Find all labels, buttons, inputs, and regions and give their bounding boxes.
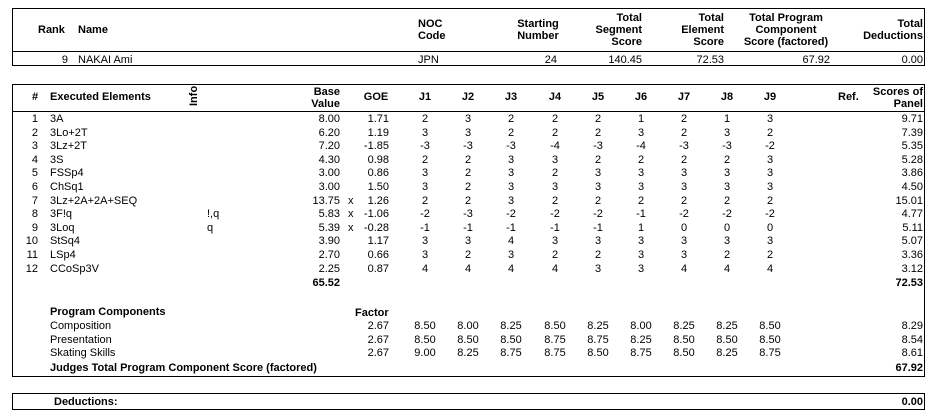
tes-header-3: Score: [693, 36, 724, 48]
element-number: 3: [31, 140, 38, 153]
component-name: Presentation: [50, 333, 112, 346]
element-base: 2.70: [318, 249, 340, 261]
element-panel-score: 15.01: [895, 194, 923, 207]
element-goe: 1.17: [367, 235, 389, 248]
element-judge-score: 2: [507, 113, 515, 125]
element-judge-score: 2: [637, 194, 645, 207]
element-judge-score: 3: [594, 181, 602, 193]
element-number: 4: [31, 153, 38, 166]
deductions-value: 0.00: [901, 396, 923, 408]
component-factor: 2.67: [367, 333, 389, 346]
element-name: FSSp4: [50, 167, 84, 180]
noc-header-1: NOC: [418, 18, 443, 30]
element-judge-score: 0: [723, 221, 731, 234]
element-bonus-mark: x: [348, 208, 354, 221]
element-panel-score: 5.28: [901, 153, 923, 166]
element-judge-score: 3: [766, 235, 774, 248]
element-judge-score: 3: [464, 235, 472, 248]
element-name: 3Lo+2T: [50, 126, 88, 139]
element-goe: -1.85: [363, 140, 389, 153]
element-judge-score: 2: [680, 126, 688, 139]
element-judge-score: 2: [507, 126, 515, 139]
element-judge-score: 3: [637, 249, 645, 261]
element-judge-score: 3: [507, 167, 515, 180]
component-judge-score: 9.00: [414, 347, 436, 359]
element-judge-score: 2: [464, 153, 472, 166]
element-judge-score: 3: [680, 167, 688, 180]
element-bonus-mark: x: [348, 221, 354, 234]
element-judge-score: -1: [506, 221, 516, 234]
component-judge-score: 8.75: [759, 347, 781, 359]
element-judge-score: 1: [723, 113, 731, 125]
element-goe: 1.19: [367, 126, 389, 139]
element-number: 12: [25, 262, 38, 275]
element-judge-score: 3: [421, 181, 429, 193]
name-header: Name: [78, 24, 108, 36]
element-panel-score: 9.71: [901, 113, 923, 125]
element-name: 3F!q: [50, 208, 73, 221]
component-judge-score: 8.25: [716, 320, 738, 332]
element-goe: 0.86: [367, 167, 389, 180]
element-base: 5.83: [318, 208, 340, 221]
element-number: 5: [31, 167, 38, 180]
element-judge-score: 3: [594, 167, 602, 180]
judge-header: J4: [548, 91, 562, 103]
element-judge-score: 3: [766, 113, 774, 125]
element-judge-score: -4: [550, 140, 560, 153]
element-judge-score: 2: [594, 249, 602, 261]
ref-header: Ref.: [838, 91, 859, 103]
element-judge-score: -3: [722, 140, 732, 153]
element-judge-score: 3: [464, 113, 472, 125]
element-judge-score: -3: [593, 140, 603, 153]
element-judge-score: -3: [506, 140, 516, 153]
element-judge-score: 2: [421, 194, 429, 207]
element-goe: 1.50: [367, 181, 389, 193]
summary-divider: [12, 51, 925, 52]
element-judge-score: 4: [766, 262, 774, 275]
element-judge-score: 2: [551, 167, 559, 180]
element-judge-score: 4: [507, 235, 515, 248]
judge-header: J1: [418, 91, 432, 103]
tss-header-3: Score: [611, 36, 642, 48]
component-judge-score: 8.50: [716, 333, 738, 346]
element-judge-score: 2: [680, 194, 688, 207]
element-panel-score: 4.50: [901, 181, 923, 193]
summary-tes: 72.53: [696, 54, 724, 66]
element-judge-score: 1: [637, 113, 645, 125]
element-judge-score: 3: [507, 249, 515, 261]
element-base: 6.20: [318, 126, 340, 139]
summary-name: NAKAI Ami: [78, 54, 133, 66]
element-judge-score: 2: [723, 153, 731, 166]
element-number: 1: [31, 113, 38, 125]
element-info: !,q: [207, 208, 220, 221]
element-panel-score: 3.12: [901, 262, 923, 275]
element-base: 8.00: [318, 113, 340, 125]
component-judge-score: 8.25: [630, 333, 652, 346]
element-judge-score: 2: [766, 249, 774, 261]
element-number: 2: [31, 126, 38, 139]
element-judge-score: 2: [723, 194, 731, 207]
element-base: 7.20: [318, 140, 340, 153]
element-judge-score: 3: [464, 126, 472, 139]
element-judge-score: 3: [680, 235, 688, 248]
component-judge-score: 8.75: [500, 347, 522, 359]
element-judge-score: 2: [464, 181, 472, 193]
component-judge-score: 8.50: [759, 333, 781, 346]
element-judge-score: -2: [550, 208, 560, 221]
element-panel-score: 4.77: [901, 208, 923, 221]
summary-starting: 24: [544, 54, 557, 66]
element-name: 3Loq: [50, 221, 75, 234]
component-judge-score: 8.25: [673, 320, 695, 332]
element-goe: 1.26: [367, 194, 389, 207]
base-header-1: Base: [313, 86, 340, 98]
component-judge-score: 8.50: [457, 333, 479, 346]
element-judge-score: 1: [637, 221, 645, 234]
element-number: 7: [31, 194, 38, 207]
element-goe: 0.66: [367, 249, 389, 261]
factor-header: Factor: [355, 307, 389, 319]
component-judge-score: 8.50: [414, 320, 436, 332]
executed-header: Executed Elements: [50, 91, 151, 103]
tss-header-1: Total: [616, 12, 642, 24]
element-judge-score: 2: [680, 153, 688, 166]
pcs-header-3: Score (factored): [743, 36, 829, 48]
component-factor: 2.67: [367, 347, 389, 359]
summary-tss: 140.45: [608, 54, 642, 66]
components-total: 67.92: [895, 362, 923, 374]
judge-header: J8: [720, 91, 734, 103]
component-judge-score: 8.75: [630, 347, 652, 359]
element-judge-score: 3: [723, 167, 731, 180]
panel-header-1: Scores of: [872, 86, 923, 98]
element-goe: -1.06: [363, 208, 389, 221]
component-judge-score: 8.50: [414, 333, 436, 346]
component-judge-score: 8.50: [544, 320, 566, 332]
component-judge-score: 8.00: [457, 320, 479, 332]
component-judge-score: 8.25: [457, 347, 479, 359]
element-number: 6: [31, 181, 38, 193]
pcs-header-2: Component: [755, 24, 817, 36]
judge-header: J7: [677, 91, 691, 103]
element-judge-score: -2: [722, 208, 732, 221]
element-judge-score: 2: [464, 167, 472, 180]
component-name: Skating Skills: [50, 347, 116, 359]
element-judge-score: 3: [421, 126, 429, 139]
component-judge-score: 8.50: [673, 333, 695, 346]
element-judge-score: 4: [551, 262, 559, 275]
judge-header: J2: [461, 91, 475, 103]
starting-header-2: Number: [517, 30, 559, 42]
element-panel-score: 3.36: [901, 249, 923, 261]
judge-header: J3: [504, 91, 518, 103]
deductions-label: Deductions:: [54, 396, 118, 408]
element-judge-score: 2: [594, 153, 602, 166]
element-judge-score: 3: [421, 249, 429, 261]
judge-header: J5: [591, 91, 605, 103]
info-header: Info: [188, 85, 200, 106]
component-name: Composition: [50, 320, 112, 332]
judge-header: J9: [763, 91, 777, 103]
element-judge-score: 3: [766, 153, 774, 166]
element-judge-score: 4: [464, 262, 472, 275]
element-judge-score: -1: [463, 221, 473, 234]
element-number: 9: [31, 221, 38, 234]
element-judge-score: 2: [594, 194, 602, 207]
element-judge-score: -2: [506, 208, 516, 221]
component-score: 8.61: [901, 347, 923, 359]
element-judge-score: -3: [463, 208, 473, 221]
element-judge-score: 3: [766, 181, 774, 193]
element-judge-score: 3: [723, 181, 731, 193]
element-judge-score: 3: [637, 181, 645, 193]
element-judge-score: 4: [507, 262, 515, 275]
element-judge-score: 4: [723, 262, 731, 275]
score-total: 72.53: [895, 277, 923, 289]
element-base: 3.90: [318, 235, 340, 248]
element-name: 3Lz+2A+2A+SEQ: [50, 194, 138, 207]
element-name: CCoSp3V: [50, 262, 99, 275]
element-judge-score: -1: [420, 221, 430, 234]
component-judge-score: 8.25: [500, 320, 522, 332]
component-score: 8.54: [901, 333, 923, 346]
deductions-box: [12, 393, 925, 410]
details-header-divider: [12, 111, 925, 112]
element-goe: 0.98: [367, 153, 389, 166]
element-judge-score: -3: [463, 140, 473, 153]
element-judge-score: 3: [507, 194, 515, 207]
element-name: LSp4: [50, 249, 76, 261]
element-base: 13.75: [312, 194, 340, 207]
goe-header: GOE: [363, 91, 389, 103]
element-base: 4.30: [318, 153, 340, 166]
element-judge-score: 0: [766, 221, 774, 234]
element-judge-score: 3: [551, 153, 559, 166]
component-judge-score: 8.25: [716, 347, 738, 359]
element-judge-score: 4: [680, 262, 688, 275]
element-judge-score: 2: [680, 113, 688, 125]
tss-header-2: Segment: [595, 24, 642, 36]
element-judge-score: 3: [723, 126, 731, 139]
element-bonus-mark: x: [348, 194, 354, 207]
element-base: 2.25: [318, 262, 340, 275]
element-judge-score: 3: [680, 181, 688, 193]
element-name: StSq4: [50, 235, 80, 248]
element-judge-score: 2: [766, 194, 774, 207]
element-panel-score: 5.35: [901, 140, 923, 153]
element-judge-score: 4: [421, 262, 429, 275]
component-judge-score: 8.75: [544, 347, 566, 359]
tes-header-2: Element: [681, 24, 724, 36]
component-judge-score: 8.50: [587, 347, 609, 359]
noc-header-2: Code: [418, 30, 446, 42]
element-base: 3.00: [318, 181, 340, 193]
element-judge-score: 3: [594, 235, 602, 248]
panel-header-2: Panel: [893, 98, 923, 110]
element-judge-score: 3: [637, 126, 645, 139]
element-judge-score: 3: [637, 262, 645, 275]
element-judge-score: 2: [421, 113, 429, 125]
element-judge-score: 3: [421, 235, 429, 248]
element-judge-score: 3: [507, 181, 515, 193]
summary-noc: JPN: [418, 54, 439, 66]
component-score: 8.29: [901, 320, 923, 332]
element-name: 3S: [50, 153, 64, 166]
element-judge-score: 2: [464, 194, 472, 207]
element-judge-score: 2: [594, 113, 602, 125]
judge-header: J6: [634, 91, 648, 103]
element-judge-score: -2: [765, 140, 775, 153]
element-judge-score: 2: [551, 249, 559, 261]
element-judge-score: 2: [421, 153, 429, 166]
element-info: q: [207, 221, 214, 234]
tes-header-1: Total: [698, 12, 724, 24]
element-judge-score: -4: [636, 140, 646, 153]
ded-header-2: Deductions: [863, 30, 923, 42]
element-panel-score: 5.07: [901, 235, 923, 248]
component-judge-score: 8.50: [759, 320, 781, 332]
element-panel-score: 3.86: [901, 167, 923, 180]
component-judge-score: 8.25: [587, 320, 609, 332]
element-judge-score: 3: [766, 167, 774, 180]
element-number: 10: [25, 235, 38, 248]
element-judge-score: 3: [723, 235, 731, 248]
pcs-header-1: Total Program: [749, 12, 823, 24]
element-goe: -0.28: [363, 221, 389, 234]
element-base: 5.39: [318, 221, 340, 234]
element-judge-score: -1: [593, 221, 603, 234]
component-judge-score: 8.50: [673, 347, 695, 359]
element-judge-score: 3: [594, 262, 602, 275]
element-judge-score: 2: [594, 126, 602, 139]
element-base: 3.00: [318, 167, 340, 180]
element-panel-score: 5.11: [902, 221, 923, 234]
element-judge-score: 2: [551, 126, 559, 139]
element-name: ChSq1: [50, 181, 84, 193]
num-header: #: [32, 91, 39, 103]
element-judge-score: -2: [765, 208, 775, 221]
element-goe: 0.87: [367, 262, 389, 275]
component-judge-score: 8.50: [500, 333, 522, 346]
component-judge-score: 8.00: [630, 320, 652, 332]
component-factor: 2.67: [367, 320, 389, 332]
element-panel-score: 7.39: [901, 126, 923, 139]
element-judge-score: -3: [679, 140, 689, 153]
element-judge-score: 2: [551, 113, 559, 125]
element-judge-score: 2: [637, 153, 645, 166]
summary-pcs: 67.92: [802, 54, 830, 66]
ded-header-1: Total: [897, 18, 923, 30]
element-name: 3A: [50, 113, 64, 125]
summary-rank: 9: [61, 54, 68, 66]
components-total-label: Judges Total Program Component Score (factored): [50, 362, 317, 374]
component-judge-score: 8.75: [587, 333, 609, 346]
element-name: 3Lz+2T: [50, 140, 87, 153]
element-judge-score: 2: [723, 249, 731, 261]
element-judge-score: 3: [507, 153, 515, 166]
base-header-2: Value: [311, 98, 340, 110]
element-number: 8: [31, 208, 38, 221]
element-judge-score: 3: [421, 167, 429, 180]
element-judge-score: 2: [464, 249, 472, 261]
element-judge-score: 3: [637, 167, 645, 180]
element-judge-score: 3: [551, 235, 559, 248]
element-judge-score: -3: [420, 140, 430, 153]
base-total: 65.52: [312, 277, 340, 289]
rank-header: Rank: [38, 24, 65, 36]
element-number: 11: [26, 249, 38, 261]
component-judge-score: 8.75: [544, 333, 566, 346]
starting-header-1: Starting: [517, 18, 559, 30]
element-judge-score: -2: [420, 208, 430, 221]
element-judge-score: 2: [551, 194, 559, 207]
element-goe: 1.71: [367, 113, 389, 125]
element-judge-score: -1: [550, 221, 560, 234]
element-judge-score: 0: [680, 221, 688, 234]
element-judge-score: -2: [593, 208, 603, 221]
element-judge-score: -2: [679, 208, 689, 221]
element-judge-score: 2: [766, 126, 774, 139]
components-title: Program Components: [50, 306, 166, 318]
summary-ded: 0.00: [901, 54, 923, 66]
element-judge-score: 3: [551, 181, 559, 193]
element-judge-score: 3: [637, 235, 645, 248]
element-judge-score: -1: [636, 208, 646, 221]
element-judge-score: 3: [680, 249, 688, 261]
